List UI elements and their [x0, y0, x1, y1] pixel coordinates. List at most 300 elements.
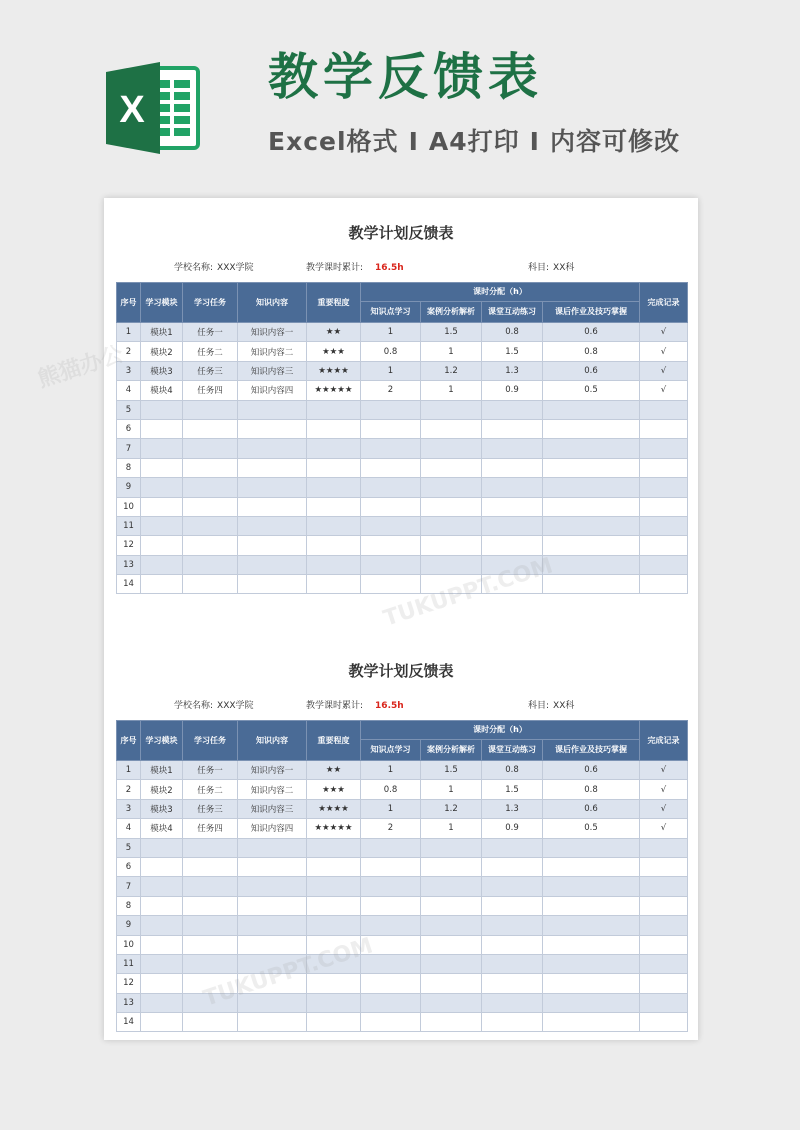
- table-cell[interactable]: ★★: [307, 323, 361, 342]
- subject-label: 科目:: [528, 263, 550, 273]
- table-cell[interactable]: 5: [117, 838, 141, 857]
- table-cell[interactable]: [361, 857, 421, 876]
- table-cell[interactable]: [482, 935, 543, 954]
- table-cell[interactable]: 知识内容二: [238, 342, 307, 361]
- table-cell[interactable]: [141, 497, 183, 516]
- table-cell[interactable]: 0.8: [543, 780, 640, 799]
- table-cell[interactable]: [141, 857, 183, 876]
- table-cell[interactable]: [141, 993, 183, 1012]
- table-cell[interactable]: [361, 575, 421, 594]
- table-cell[interactable]: [307, 935, 361, 954]
- table-cell[interactable]: [183, 439, 238, 458]
- table-cell[interactable]: [421, 516, 482, 535]
- table-cell[interactable]: 1.5: [482, 780, 543, 799]
- table-cell[interactable]: 6: [117, 857, 141, 876]
- table-cell[interactable]: 0.5: [543, 819, 640, 838]
- table-cell[interactable]: 1.3: [482, 361, 543, 380]
- table-cell[interactable]: [307, 1013, 361, 1032]
- subtitle-part-print: A4打印: [428, 127, 520, 156]
- table-row: [117, 439, 688, 458]
- table-cell[interactable]: [543, 1013, 640, 1032]
- table-cell[interactable]: [543, 935, 640, 954]
- table-cell[interactable]: 模块1: [141, 761, 183, 780]
- table-cell[interactable]: [238, 896, 307, 915]
- table-cell[interactable]: [238, 954, 307, 973]
- table-cell[interactable]: 1: [117, 323, 141, 342]
- table-row: [117, 819, 688, 838]
- table-cell[interactable]: [238, 400, 307, 419]
- table-cell[interactable]: [421, 575, 482, 594]
- table-cell[interactable]: ★★★★★: [307, 819, 361, 838]
- table-cell[interactable]: [543, 497, 640, 516]
- table-cell[interactable]: [238, 877, 307, 896]
- table-cell[interactable]: [361, 877, 421, 896]
- table-cell[interactable]: [238, 516, 307, 535]
- table-cell[interactable]: 0.6: [543, 361, 640, 380]
- table-cell[interactable]: [183, 954, 238, 973]
- table-cell[interactable]: [361, 896, 421, 915]
- table-cell[interactable]: 13: [117, 993, 141, 1012]
- hours-info: [306, 698, 404, 711]
- table-cell[interactable]: 13: [117, 555, 141, 574]
- table-cell[interactable]: √: [640, 819, 688, 838]
- table-cell[interactable]: 0.8: [361, 342, 421, 361]
- table-cell[interactable]: [238, 916, 307, 935]
- table-cell[interactable]: 1: [361, 761, 421, 780]
- table-cell[interactable]: [421, 1013, 482, 1032]
- table-cell[interactable]: 1: [421, 780, 482, 799]
- table-cell[interactable]: [141, 439, 183, 458]
- table-cell[interactable]: [421, 458, 482, 477]
- table-cell[interactable]: 0.8: [482, 761, 543, 780]
- table-cell[interactable]: [183, 877, 238, 896]
- table-cell[interactable]: [361, 555, 421, 574]
- table-cell[interactable]: [238, 439, 307, 458]
- table-cell[interactable]: [482, 1013, 543, 1032]
- table-cell[interactable]: [482, 458, 543, 477]
- table-cell[interactable]: [482, 478, 543, 497]
- table-cell[interactable]: [482, 916, 543, 935]
- table-cell[interactable]: [421, 478, 482, 497]
- table-cell[interactable]: [482, 575, 543, 594]
- table-cell[interactable]: [307, 458, 361, 477]
- table-cell[interactable]: [640, 478, 688, 497]
- table-cell[interactable]: 任务二: [183, 780, 238, 799]
- table-cell[interactable]: 1.3: [482, 799, 543, 818]
- table-cell[interactable]: 任务四: [183, 819, 238, 838]
- table-row: [117, 342, 688, 361]
- table-cell[interactable]: [543, 400, 640, 419]
- table-row: [117, 993, 688, 1012]
- table-cell[interactable]: [640, 877, 688, 896]
- table-cell[interactable]: [421, 877, 482, 896]
- table-cell[interactable]: [421, 974, 482, 993]
- table-cell[interactable]: [482, 993, 543, 1012]
- table-cell[interactable]: [307, 439, 361, 458]
- table-cell[interactable]: [482, 516, 543, 535]
- table-cell[interactable]: 任务一: [183, 323, 238, 342]
- table-row: [117, 896, 688, 915]
- table-cell[interactable]: [141, 458, 183, 477]
- table-cell[interactable]: [307, 974, 361, 993]
- table-cell[interactable]: 模块4: [141, 381, 183, 400]
- table-cell[interactable]: [640, 555, 688, 574]
- table-cell[interactable]: [238, 555, 307, 574]
- table-cell[interactable]: 1.2: [421, 799, 482, 818]
- table-cell[interactable]: [307, 497, 361, 516]
- table-cell[interactable]: 4: [117, 819, 141, 838]
- table-cell[interactable]: [482, 497, 543, 516]
- table-cell[interactable]: [307, 555, 361, 574]
- table-cell[interactable]: [640, 536, 688, 555]
- table-cell[interactable]: 0.9: [482, 819, 543, 838]
- table-cell[interactable]: 知识内容二: [238, 780, 307, 799]
- table-cell[interactable]: 1.2: [421, 361, 482, 380]
- table-cell[interactable]: √: [640, 323, 688, 342]
- table-cell[interactable]: [307, 954, 361, 973]
- table-cell[interactable]: [421, 857, 482, 876]
- table-cell[interactable]: 3: [117, 361, 141, 380]
- table-cell[interactable]: [183, 458, 238, 477]
- table-cell[interactable]: 1: [361, 361, 421, 380]
- table-cell[interactable]: 0.6: [543, 799, 640, 818]
- table-cell[interactable]: [141, 974, 183, 993]
- table-cell[interactable]: [543, 419, 640, 438]
- table-cell[interactable]: 11: [117, 516, 141, 535]
- table-cell[interactable]: [141, 954, 183, 973]
- table-cell[interactable]: [482, 838, 543, 857]
- table-cell[interactable]: [482, 419, 543, 438]
- subtitle-separator: I: [529, 127, 540, 156]
- table-cell[interactable]: [361, 516, 421, 535]
- table-cell[interactable]: [640, 916, 688, 935]
- table-cell[interactable]: 任务一: [183, 761, 238, 780]
- table-cell[interactable]: [307, 838, 361, 857]
- table-cell[interactable]: [361, 993, 421, 1012]
- feedback-sheet-1: [104, 198, 698, 618]
- table-cell[interactable]: 1: [421, 819, 482, 838]
- table-cell[interactable]: [307, 478, 361, 497]
- table-cell[interactable]: [361, 1013, 421, 1032]
- table-cell[interactable]: 5: [117, 400, 141, 419]
- table-cell[interactable]: 模块3: [141, 799, 183, 818]
- table-cell[interactable]: [238, 857, 307, 876]
- table-cell[interactable]: ★★★★★: [307, 381, 361, 400]
- table-cell[interactable]: [543, 555, 640, 574]
- table-cell[interactable]: 8: [117, 458, 141, 477]
- table-cell[interactable]: 模块4: [141, 819, 183, 838]
- table-cell[interactable]: [307, 916, 361, 935]
- table-cell[interactable]: √: [640, 761, 688, 780]
- table-cell[interactable]: [307, 516, 361, 535]
- table-cell[interactable]: [640, 935, 688, 954]
- table-cell[interactable]: [482, 439, 543, 458]
- table-cell[interactable]: [640, 993, 688, 1012]
- table-cell[interactable]: 任务四: [183, 381, 238, 400]
- svg-text:X: X: [119, 89, 145, 131]
- table-cell[interactable]: [238, 478, 307, 497]
- table-cell[interactable]: 模块3: [141, 361, 183, 380]
- table-cell[interactable]: [361, 935, 421, 954]
- table-cell[interactable]: [183, 993, 238, 1012]
- table-cell[interactable]: [183, 516, 238, 535]
- table-cell[interactable]: 0.8: [361, 780, 421, 799]
- table-cell[interactable]: 模块1: [141, 323, 183, 342]
- table-cell[interactable]: [482, 857, 543, 876]
- table-cell[interactable]: 0.6: [543, 761, 640, 780]
- table-cell[interactable]: [482, 555, 543, 574]
- table-cell[interactable]: [421, 993, 482, 1012]
- table-cell[interactable]: [543, 439, 640, 458]
- table-cell[interactable]: [543, 974, 640, 993]
- table-cell[interactable]: 10: [117, 935, 141, 954]
- table-cell[interactable]: [183, 974, 238, 993]
- table-cell[interactable]: [640, 516, 688, 535]
- table-cell[interactable]: 3: [117, 799, 141, 818]
- table-cell[interactable]: [543, 877, 640, 896]
- table-cell[interactable]: 11: [117, 954, 141, 973]
- table-cell[interactable]: [421, 916, 482, 935]
- table-cell[interactable]: [543, 536, 640, 555]
- table-cell[interactable]: [543, 458, 640, 477]
- table-cell[interactable]: ★★★: [307, 342, 361, 361]
- table-cell[interactable]: [307, 993, 361, 1012]
- table-cell[interactable]: [361, 838, 421, 857]
- table-cell[interactable]: [361, 916, 421, 935]
- table-cell[interactable]: [482, 536, 543, 555]
- table-cell[interactable]: [543, 954, 640, 973]
- table-cell[interactable]: [640, 458, 688, 477]
- table-cell[interactable]: 14: [117, 1013, 141, 1032]
- table-cell[interactable]: 知识内容四: [238, 819, 307, 838]
- table-cell[interactable]: 知识内容一: [238, 761, 307, 780]
- table-cell[interactable]: √: [640, 342, 688, 361]
- table-cell[interactable]: [183, 400, 238, 419]
- table-cell[interactable]: [361, 974, 421, 993]
- table-cell[interactable]: 1: [361, 323, 421, 342]
- table-cell[interactable]: [183, 935, 238, 954]
- table-cell[interactable]: 1: [421, 342, 482, 361]
- table-cell[interactable]: [141, 575, 183, 594]
- table-cell[interactable]: [482, 974, 543, 993]
- table-cell[interactable]: [141, 838, 183, 857]
- table-cell[interactable]: 8: [117, 896, 141, 915]
- table-cell[interactable]: [543, 478, 640, 497]
- table-cell[interactable]: 知识内容三: [238, 361, 307, 380]
- table-cell[interactable]: 任务二: [183, 342, 238, 361]
- table-cell[interactable]: [183, 575, 238, 594]
- table-cell[interactable]: 任务三: [183, 361, 238, 380]
- table-cell[interactable]: [183, 536, 238, 555]
- table-cell[interactable]: [543, 896, 640, 915]
- table-cell[interactable]: [183, 857, 238, 876]
- table-cell[interactable]: 模块2: [141, 780, 183, 799]
- table-cell[interactable]: 4: [117, 381, 141, 400]
- table-cell[interactable]: ★★: [307, 761, 361, 780]
- table-cell[interactable]: [543, 993, 640, 1012]
- table-cell[interactable]: 0.9: [482, 381, 543, 400]
- table-cell[interactable]: [543, 575, 640, 594]
- table-cell[interactable]: 0.8: [482, 323, 543, 342]
- table-cell[interactable]: [421, 896, 482, 915]
- table-cell[interactable]: 2: [361, 381, 421, 400]
- table-cell[interactable]: [640, 974, 688, 993]
- table-cell[interactable]: [141, 419, 183, 438]
- table-cell[interactable]: [141, 516, 183, 535]
- table-cell[interactable]: [238, 993, 307, 1012]
- table-cell[interactable]: [183, 838, 238, 857]
- table-cell[interactable]: [640, 400, 688, 419]
- school-info: [174, 260, 254, 273]
- table-cell[interactable]: [482, 896, 543, 915]
- table-cell[interactable]: [421, 497, 482, 516]
- table-row: [117, 400, 688, 419]
- table-cell[interactable]: [361, 497, 421, 516]
- table-cell[interactable]: [640, 1013, 688, 1032]
- table-cell[interactable]: 1.5: [421, 761, 482, 780]
- table-cell[interactable]: 任务三: [183, 799, 238, 818]
- table-cell[interactable]: [361, 478, 421, 497]
- table-cell[interactable]: [141, 536, 183, 555]
- table-cell[interactable]: [141, 877, 183, 896]
- table-cell[interactable]: √: [640, 381, 688, 400]
- table-cell[interactable]: [238, 497, 307, 516]
- table-row: [117, 361, 688, 380]
- table-cell[interactable]: [421, 935, 482, 954]
- table-cell[interactable]: [238, 458, 307, 477]
- table-cell[interactable]: [183, 497, 238, 516]
- table-cell[interactable]: 14: [117, 575, 141, 594]
- header-seq: 序号: [117, 721, 141, 761]
- table-cell[interactable]: [421, 419, 482, 438]
- table-cell[interactable]: 0.5: [543, 381, 640, 400]
- table-cell[interactable]: [307, 877, 361, 896]
- table-cell[interactable]: 2: [117, 780, 141, 799]
- table-cell[interactable]: [307, 857, 361, 876]
- table-cell[interactable]: [543, 838, 640, 857]
- table-cell[interactable]: 2: [361, 819, 421, 838]
- table-cell[interactable]: [543, 857, 640, 876]
- table-cell[interactable]: [421, 838, 482, 857]
- table-cell[interactable]: [640, 497, 688, 516]
- table-cell[interactable]: [421, 400, 482, 419]
- table-cell[interactable]: [361, 458, 421, 477]
- table-cell[interactable]: [141, 896, 183, 915]
- table-cell[interactable]: 1: [361, 799, 421, 818]
- table-cell[interactable]: [482, 954, 543, 973]
- table-cell[interactable]: [238, 974, 307, 993]
- header-module: 学习模块: [141, 283, 183, 323]
- table-cell[interactable]: 10: [117, 497, 141, 516]
- table-cell[interactable]: 12: [117, 536, 141, 555]
- table-cell[interactable]: 1: [421, 381, 482, 400]
- table-cell[interactable]: [307, 419, 361, 438]
- table-cell[interactable]: [361, 536, 421, 555]
- table-cell[interactable]: [640, 439, 688, 458]
- table-cell[interactable]: [238, 838, 307, 857]
- table-cell[interactable]: [307, 536, 361, 555]
- table-cell[interactable]: [141, 1013, 183, 1032]
- table-cell[interactable]: 0.6: [543, 323, 640, 342]
- table-cell[interactable]: [482, 877, 543, 896]
- table-cell[interactable]: [141, 555, 183, 574]
- table-cell[interactable]: [183, 896, 238, 915]
- table-cell[interactable]: 模块2: [141, 342, 183, 361]
- table-cell[interactable]: 知识内容四: [238, 381, 307, 400]
- table-cell[interactable]: [361, 439, 421, 458]
- table-cell[interactable]: [183, 478, 238, 497]
- table-cell[interactable]: [238, 935, 307, 954]
- table-cell[interactable]: 0.8: [543, 342, 640, 361]
- table-cell[interactable]: 12: [117, 974, 141, 993]
- table-cell[interactable]: ★★★★: [307, 361, 361, 380]
- table-cell[interactable]: [640, 857, 688, 876]
- table-cell[interactable]: 2: [117, 342, 141, 361]
- table-cell[interactable]: [543, 516, 640, 535]
- table-cell[interactable]: [141, 400, 183, 419]
- header-hours-sub: 课后作业及技巧掌握: [543, 302, 640, 323]
- header-hours-group: 课时分配（h）: [361, 721, 640, 740]
- table-cell[interactable]: 9: [117, 478, 141, 497]
- table-cell[interactable]: [361, 954, 421, 973]
- table-cell[interactable]: [421, 439, 482, 458]
- table-cell[interactable]: 知识内容一: [238, 323, 307, 342]
- table-cell[interactable]: [640, 954, 688, 973]
- table-cell[interactable]: 知识内容三: [238, 799, 307, 818]
- table-cell[interactable]: 7: [117, 877, 141, 896]
- table-cell[interactable]: ★★★★: [307, 799, 361, 818]
- table-cell[interactable]: [307, 896, 361, 915]
- table-cell[interactable]: [238, 419, 307, 438]
- table-cell[interactable]: [238, 575, 307, 594]
- table-cell[interactable]: [421, 555, 482, 574]
- table-cell[interactable]: [361, 400, 421, 419]
- table-cell[interactable]: [421, 536, 482, 555]
- table-cell[interactable]: √: [640, 799, 688, 818]
- table-cell[interactable]: [482, 400, 543, 419]
- table-cell[interactable]: [361, 419, 421, 438]
- table-cell[interactable]: 1.5: [482, 342, 543, 361]
- table-cell[interactable]: 6: [117, 419, 141, 438]
- header-hours-sub: 知识点学习: [361, 302, 421, 323]
- table-cell[interactable]: [421, 954, 482, 973]
- table-cell[interactable]: [640, 896, 688, 915]
- table-cell[interactable]: [238, 536, 307, 555]
- table-cell[interactable]: [640, 575, 688, 594]
- table-cell[interactable]: [307, 575, 361, 594]
- table-cell[interactable]: [543, 916, 640, 935]
- table-cell[interactable]: [307, 400, 361, 419]
- table-cell[interactable]: [238, 1013, 307, 1032]
- table-cell[interactable]: [183, 1013, 238, 1032]
- table-cell[interactable]: [141, 478, 183, 497]
- table-cell[interactable]: 9: [117, 916, 141, 935]
- table-cell[interactable]: 1.5: [421, 323, 482, 342]
- hours-info: [306, 260, 404, 273]
- table-cell[interactable]: √: [640, 361, 688, 380]
- table-cell[interactable]: √: [640, 780, 688, 799]
- table-cell[interactable]: 1: [117, 761, 141, 780]
- table-cell[interactable]: [640, 838, 688, 857]
- table-cell[interactable]: ★★★: [307, 780, 361, 799]
- table-cell[interactable]: [640, 419, 688, 438]
- table-cell[interactable]: 7: [117, 439, 141, 458]
- table-cell[interactable]: [183, 555, 238, 574]
- table-cell[interactable]: [141, 935, 183, 954]
- table-cell[interactable]: [183, 916, 238, 935]
- table-cell[interactable]: [141, 916, 183, 935]
- table-cell[interactable]: [183, 419, 238, 438]
